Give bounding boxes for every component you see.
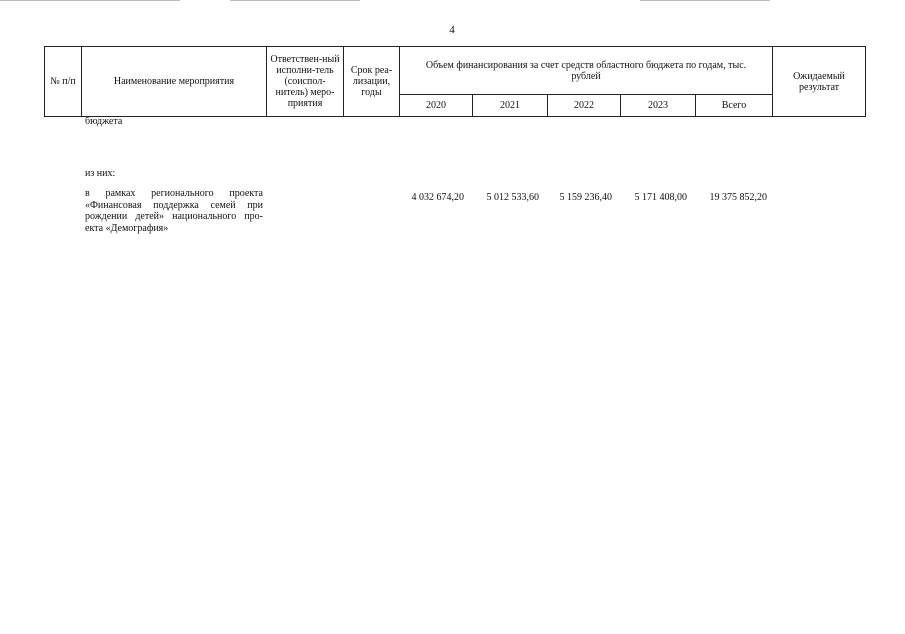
header-result: Ожидаемый результат	[773, 47, 866, 117]
header-responsible: Ответствен-ный исполни-тель (соиспол-нитель) меро-приятия	[267, 47, 344, 117]
page-number: 4	[449, 24, 455, 36]
value-2020: 4 032 674,20	[411, 192, 464, 203]
text-line: екта «Демография»	[85, 222, 169, 234]
value-2022: 5 159 236,40	[559, 192, 612, 203]
value-2021: 5 012 533,60	[486, 192, 539, 203]
row-of-which: из них:	[85, 168, 116, 179]
text-line: «Финансовая поддержка семей при	[85, 199, 263, 211]
text-line: в рамках регионального проекта	[85, 188, 263, 199]
project-description	[85, 188, 263, 234]
value-total: 19 375 852,20	[709, 192, 767, 203]
header-total: Всего	[696, 95, 773, 117]
scan-edge-line	[0, 0, 180, 1]
scan-edge-line	[640, 0, 770, 1]
table-header	[44, 46, 866, 117]
header-year: 2021	[473, 95, 548, 117]
row-continued: бюджета	[85, 116, 123, 127]
header-year: 2020	[400, 95, 473, 117]
header-term: Срок реа-лизации, годы	[344, 47, 400, 117]
header-financing: Объем финансирования за счет средств областного бюджета по годам, тыс. рублей	[400, 47, 773, 95]
header-name: Наименование мероприятия	[82, 47, 267, 117]
header-year: 2022	[548, 95, 621, 117]
header-number: № п/п	[45, 47, 82, 117]
value-2023: 5 171 408,00	[634, 192, 687, 203]
header-year: 2023	[621, 95, 696, 117]
scan-edge-line	[230, 0, 360, 1]
text-line: рождении детей» национального про-	[85, 211, 263, 222]
